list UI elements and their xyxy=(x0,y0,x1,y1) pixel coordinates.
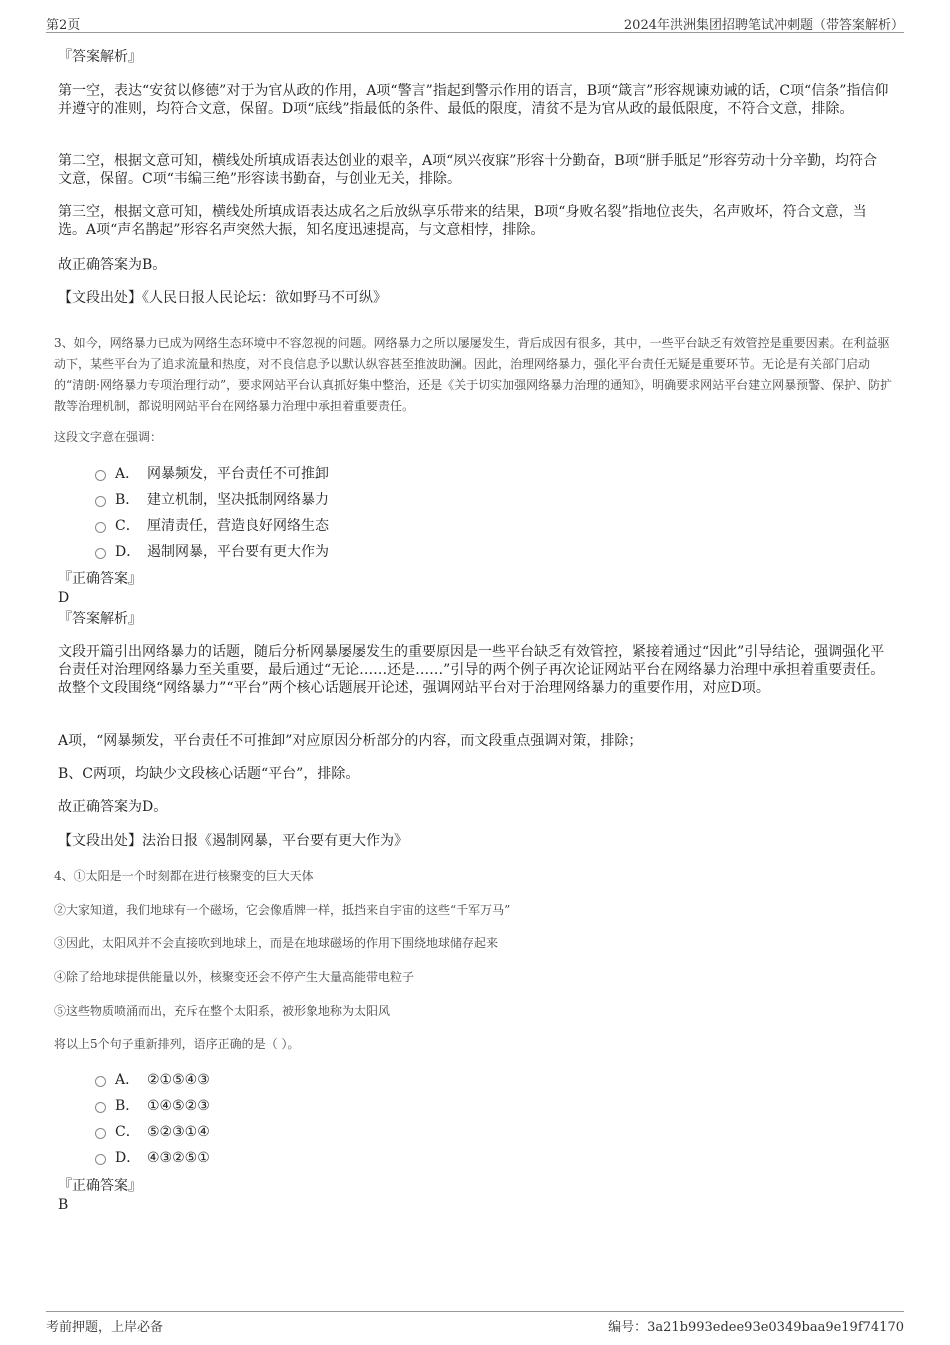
radio-button-icon[interactable] xyxy=(95,1128,106,1139)
page-footer xyxy=(46,1311,904,1334)
q3-analysis-label: 『答案解析』 xyxy=(58,611,142,627)
radio-button-icon[interactable] xyxy=(95,522,106,533)
document-serial: 编号：3a21b993edee93e0349baa9e19f74170 xyxy=(608,1320,904,1335)
radio-button-icon[interactable] xyxy=(95,496,106,507)
q2-answer-conclusion: 故正确答案为B。 xyxy=(58,257,167,273)
radio-button-icon[interactable] xyxy=(95,470,106,481)
page-header xyxy=(46,12,904,33)
radio-button-icon[interactable] xyxy=(95,548,106,559)
q3-source: 【文段出处】法治日报《遏制网暴，平台要有更大作为》 xyxy=(58,833,408,849)
q3-answer-conclusion: 故正确答案为D。 xyxy=(58,799,168,815)
q2-analysis-label: 『答案解析』 xyxy=(58,49,142,65)
footer-slogan: 考前押题，上岸必备 xyxy=(46,1320,164,1335)
radio-button-icon[interactable] xyxy=(95,1154,106,1165)
q4-sentence: ④除了给地球提供能量以外，核聚变还会不停产生大量高能带电粒子 xyxy=(54,970,415,984)
q4-answer: B xyxy=(58,1197,69,1213)
q3-stem: 3、如今，网络暴力已成为网络生态环境中不容忽视的问题。网络暴力之所以屡屡发生，背后成因有很多，其中，一些平台缺乏有效管控是重要因素。在利益驱动下，某些平台为了追求流量和热度，对不良信息予以默认纵容甚至推波助澜。因此，治理网络暴力，强化平台责任无疑是重要环节。无论是有关部门启动的“清朗·网络暴力专项治理行动”，要求网站平台认真抓好集中整治，还是《关于切实加强网络暴力治理的通知》，明确要求网站平台建立网暴预警、保护、防扩散等治理机制，都说明网站平台在网络暴力治理中承担着重要责任。 xyxy=(54,336,893,413)
q4-sentence: 4、①太阳是一个时刻都在进行核聚变的巨大天体 xyxy=(54,869,314,883)
q2-analysis-paragraph: 第一空，表达“安贫以修德”对于为官从政的作用，A项“警言”指起到警示作用的语言，B项“箴言”形容规谏劝诫的话，C项“信条”指信仰并遵守的准则，均符合文意，保留。D项“底线”指最低的条件、最低的限度，清贫不是为官从政的最低限度，不符合文意，排除。 xyxy=(58,83,889,117)
q4-prompt: 将以上5个句子重新排列，语序正确的是（ ）。 xyxy=(54,1037,300,1051)
q2-source: 【文段出处】《人民日报人民论坛：欲如野马不可纵》 xyxy=(58,290,387,306)
q3-analysis-paragraph: A项，“网暴频发，平台责任不可推卸”对应原因分析部分的内容，而文段重点强调对策，排除； xyxy=(58,733,643,749)
radio-button-icon[interactable] xyxy=(95,1102,106,1113)
q4-sentence: ⑤这些物质喷涌而出，充斥在整个太阳系，被形象地称为太阳风 xyxy=(54,1004,391,1018)
q2-analysis-paragraph: 第二空，根据文意可知，横线处所填成语表达创业的艰辛，A项“夙兴夜寐”形容十分勤奋，B项“胼手胝足”形容劳动十分辛勤，均符合文意，保留。C项“韦编三绝”形容读书勤奋，与创业无关，排除。 xyxy=(58,153,878,187)
q2-analysis-paragraph: 第三空，根据文意可知，横线处所填成语表达成名之后放纵享乐带来的结果，B项“身败名裂”指地位丧失，名声败坏，符合文意，当选。A项“声名鹊起”形容名声突然大振，知名度迅速提高，与文意相悖，排除。 xyxy=(58,204,867,238)
q3-analysis-paragraph: B、C两项，均缺少文段核心话题“平台”，排除。 xyxy=(58,766,360,782)
q4-sentence: ②大家知道，我们地球有一个磁场，它会像盾牌一样，抵挡来自宇宙的这些“千军万马” xyxy=(54,903,511,917)
q3-analysis-paragraph: 文段开篇引出网络暴力的话题，随后分析网暴屡屡发生的重要原因是一些平台缺乏有效管控，紧接着通过“因此”引导结论，强调强化平台责任对治理网络暴力至关重要，最后通过“无论……还是……”引导的两个例子再次论证网站平台在网络暴力治理中承担着重要责任。故整个文段围绕“网络暴力”“平台”两个核心话题展开论述，强调网站平台对于治理网络暴力的重要作用，对应D项。 xyxy=(58,644,885,696)
q4-sentence: ③因此，太阳风并不会直接吹到地球上，而是在地球磁场的作用下围绕地球储存起来 xyxy=(54,936,499,950)
q3-answer: D xyxy=(58,590,70,606)
q4-answer-label: 『正确答案』 xyxy=(58,1178,142,1194)
q3-prompt: 这段文字意在强调： xyxy=(54,430,163,444)
q3-answer-label: 『正确答案』 xyxy=(58,571,142,587)
radio-button-icon[interactable] xyxy=(95,1076,106,1087)
page-number: 第2页 xyxy=(46,18,81,33)
document-title: 2024年洪洲集团招聘笔试冲刺题（带答案解析） xyxy=(623,18,904,33)
